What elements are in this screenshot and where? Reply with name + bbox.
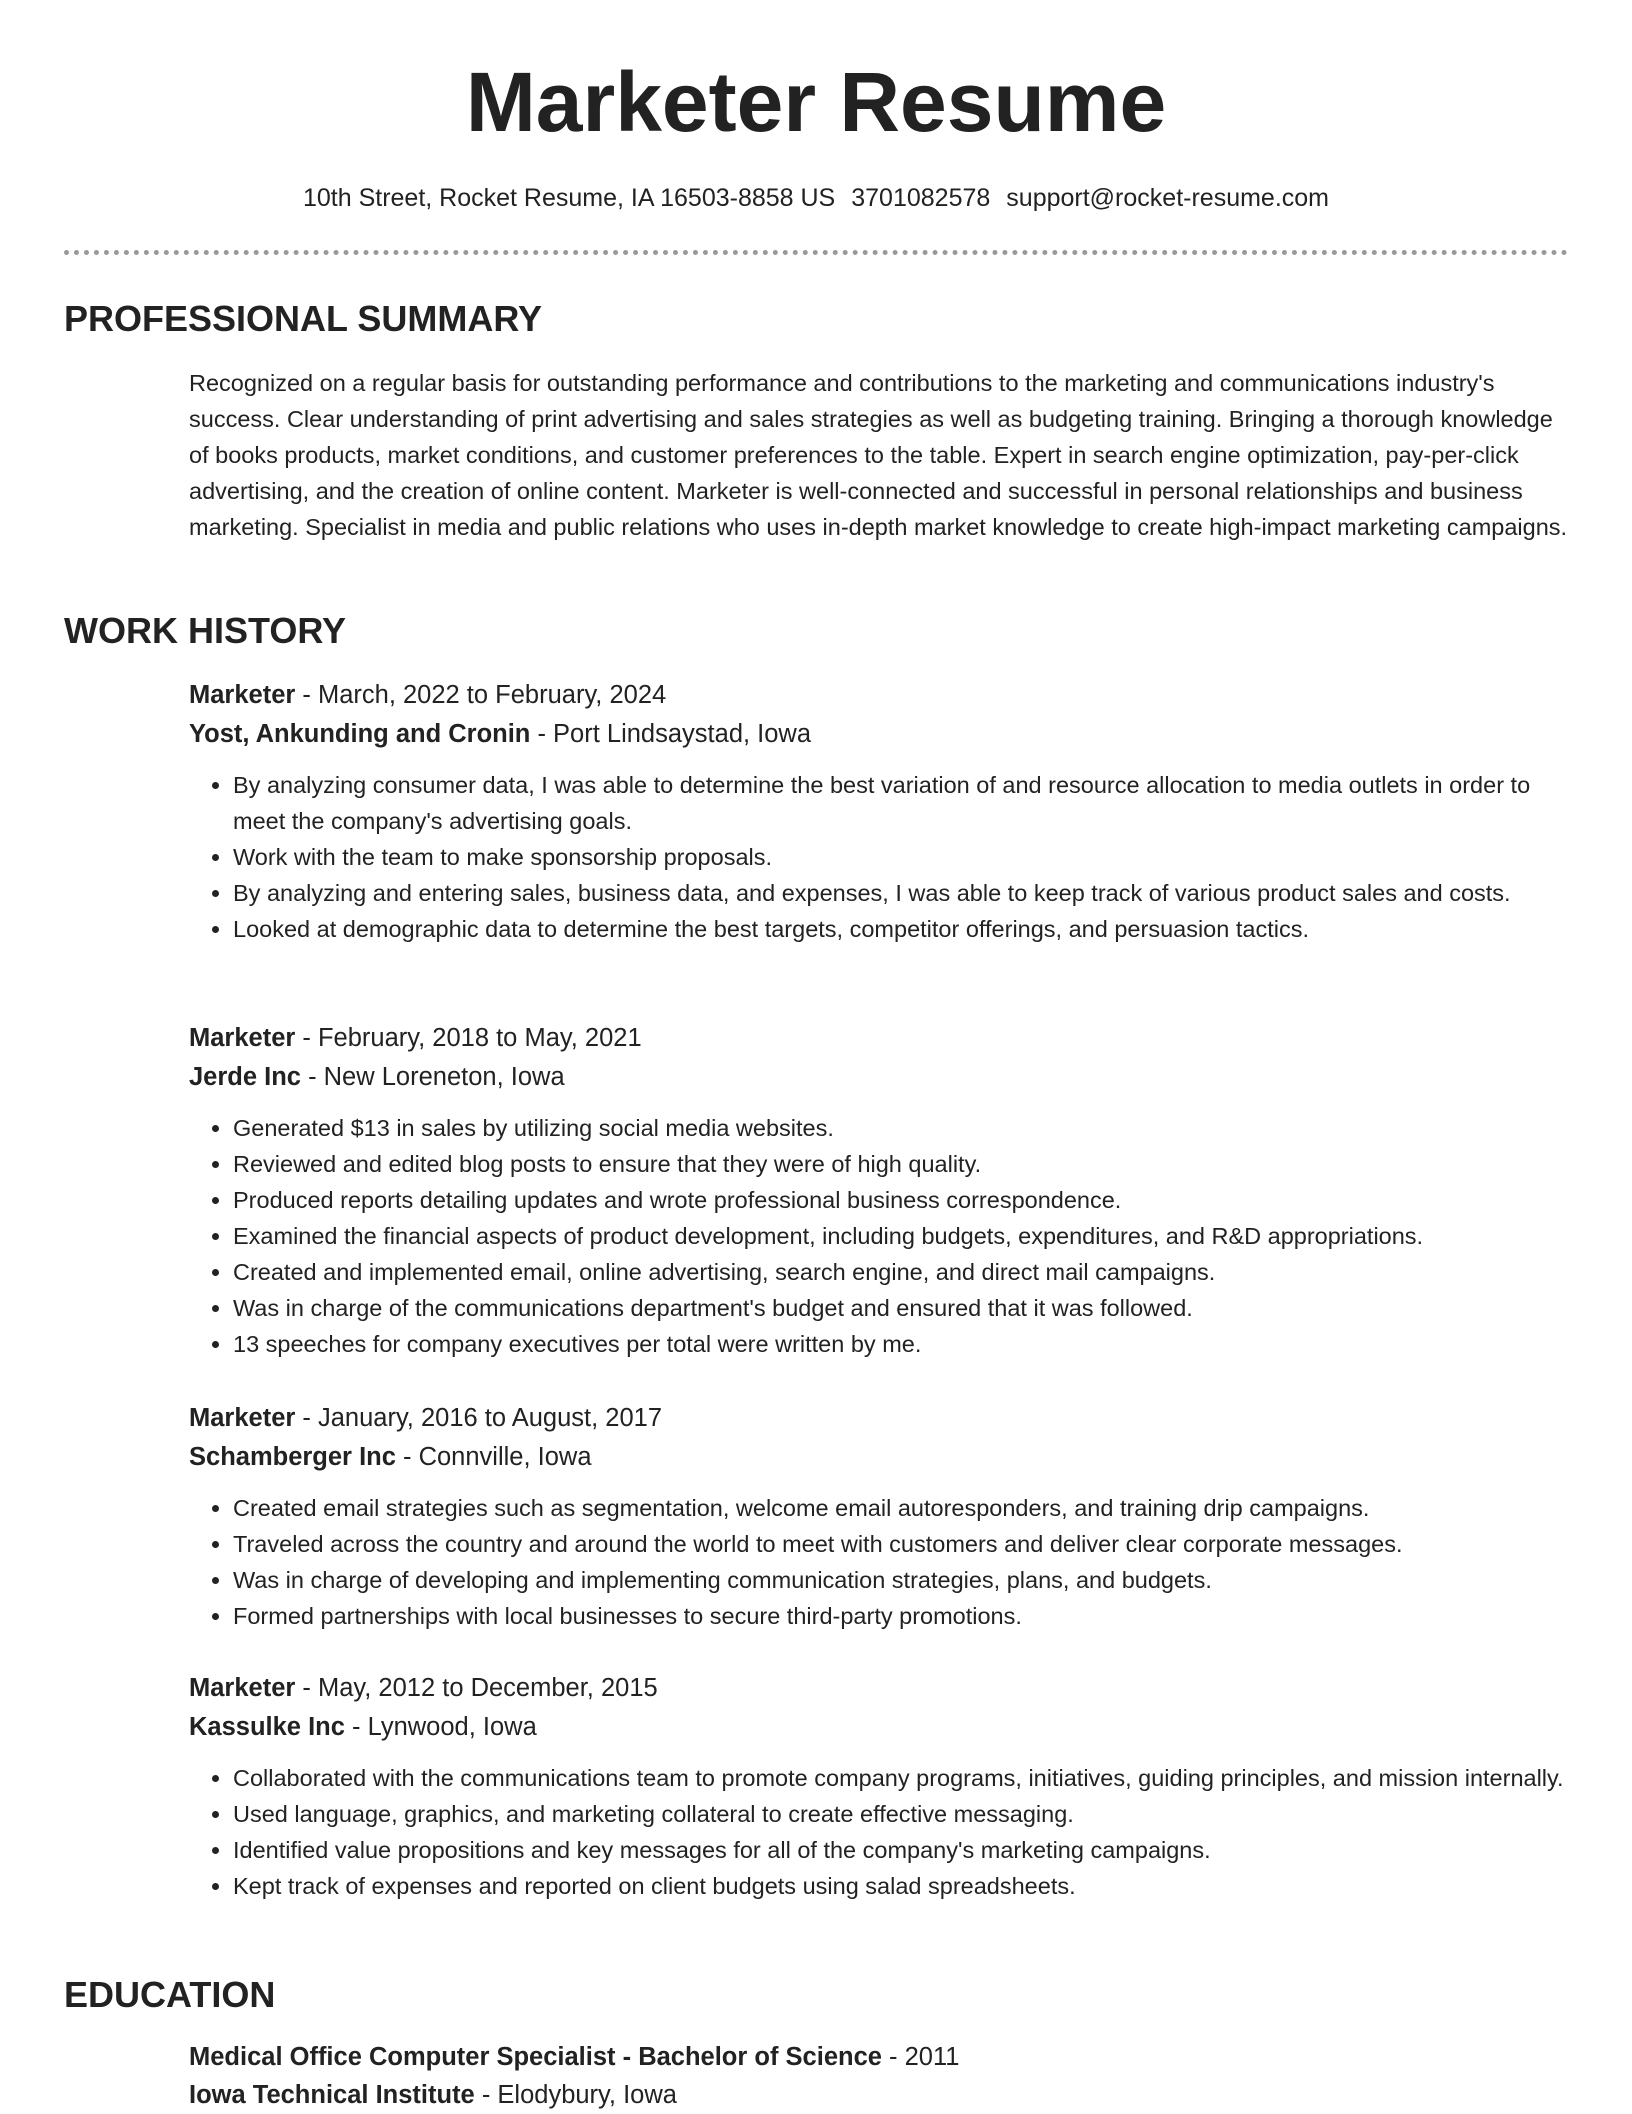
job-entry xyxy=(189,676,1569,947)
job-bullet: • Used language, graphics, and marketing collateral to create effective messaging. xyxy=(233,1796,1569,1832)
job-bullet: • 13 speeches for company executives per total were written by me. xyxy=(233,1326,1569,1362)
job-bullet: • Was in charge of developing and implementing communication strategies, plans, and budgets. xyxy=(233,1562,1569,1598)
job-bullet: • Work with the team to make sponsorship proposals. xyxy=(233,839,1569,875)
education-year: - 2011 xyxy=(881,2043,960,2071)
job-bullet: • Created and implemented email, online advertising, search engine, and direct mail campaigns. xyxy=(233,1254,1569,1290)
job-bullet: • Kept track of expenses and reported on client budgets using salad spreadsheets. xyxy=(233,1868,1569,1904)
resume-title: Marketer Resume xyxy=(465,55,1167,149)
job-company-line xyxy=(189,1438,1569,1476)
education-school-line xyxy=(189,2076,1569,2114)
education-degree-line xyxy=(189,2038,1569,2076)
contact-line xyxy=(0,180,1632,216)
job-bullet: • Was in charge of the communications department's budget and ensured that it was followed. xyxy=(233,1290,1569,1326)
job-bullet: • By analyzing and entering sales, business data, and expenses, I was able to keep track of various product sales and costs. xyxy=(233,875,1569,911)
education-entry xyxy=(189,2038,1569,2114)
job-company: Yost, Ankunding and Cronin xyxy=(189,720,531,748)
job-entry xyxy=(189,1669,1569,1904)
job-title-line xyxy=(189,1399,1569,1437)
job-dates: - March, 2022 to February, 2024 xyxy=(295,681,667,709)
summary-text: Recognized on a regular basis for outstanding performance and contributions to the marketing and communications industry's success. Clear understanding of print advertising and sales strategies as well as budgeting training. Bringing a thorough knowledge of books products, market conditions, and customer preferences to the table. Expert in search engine optimization, pay-per-click advertising, and the creation of online content. Marketer is well-connected and successful in personal relationships and business marketing. Specialist in media and public relations who uses in-depth market knowledge to create high-impact marketing campaigns. xyxy=(189,370,1568,540)
job-bullet: • Collaborated with the communications team to promote company programs, initiatives, guiding principles, and mission internally. xyxy=(233,1760,1569,1796)
job-company-line xyxy=(189,1058,1569,1096)
job-bullet-list xyxy=(189,1110,1569,1362)
job-location: - Connville, Iowa xyxy=(395,1443,592,1471)
job-bullet-list xyxy=(189,1490,1569,1634)
contact-email: support@rocket-resume.com xyxy=(1006,184,1330,212)
job-bullet: • Examined the financial aspects of product development, including budgets, expenditures, and R&D appropriations. xyxy=(233,1218,1569,1254)
job-bullet: • Traveled across the country and around the world to meet with customers and deliver clear corporate messages. xyxy=(233,1526,1569,1562)
education-school: Iowa Technical Institute xyxy=(189,2081,475,2109)
education-degree: Medical Office Computer Specialist - Bachelor of Science xyxy=(189,2043,882,2071)
job-location: - New Loreneton, Iowa xyxy=(300,1063,565,1091)
job-bullet: • Created email strategies such as segmentation, welcome email autoresponders, and training drip campaigns. xyxy=(233,1490,1569,1526)
job-dates: - February, 2018 to May, 2021 xyxy=(295,1024,642,1052)
job-dates: - May, 2012 to December, 2015 xyxy=(295,1674,658,1702)
work-history-heading: WORK HISTORY xyxy=(64,610,347,651)
job-entry xyxy=(189,1019,1569,1362)
summary-heading: PROFESSIONAL SUMMARY xyxy=(64,298,543,339)
job-bullet-list xyxy=(189,1760,1569,1904)
job-location: - Port Lindsaystad, Iowa xyxy=(530,720,812,748)
job-company: Schamberger Inc xyxy=(189,1443,396,1471)
job-title: Marketer xyxy=(189,1404,296,1432)
job-title-line xyxy=(189,676,1569,714)
header-divider xyxy=(64,250,1568,255)
job-bullet: • By analyzing consumer data, I was able to determine the best variation of and resource allocation to media outlets in order to meet the company's advertising goals. xyxy=(233,767,1569,839)
job-title-line xyxy=(189,1669,1569,1707)
job-location: - Lynwood, Iowa xyxy=(344,1713,537,1741)
contact-phone: 3701082578 xyxy=(851,184,991,212)
education-heading: EDUCATION xyxy=(64,1974,276,2015)
job-bullet-list xyxy=(189,767,1569,947)
job-title: Marketer xyxy=(189,1674,296,1702)
job-company: Kassulke Inc xyxy=(189,1713,345,1741)
job-company: Jerde Inc xyxy=(189,1063,301,1091)
job-company-line xyxy=(189,715,1569,753)
job-company-line xyxy=(189,1708,1569,1746)
job-entry xyxy=(189,1399,1569,1634)
job-bullet: • Generated $13 in sales by utilizing social media websites. xyxy=(233,1110,1569,1146)
job-title: Marketer xyxy=(189,681,296,709)
education-location: - Elodybury, Iowa xyxy=(474,2081,677,2109)
job-title: Marketer xyxy=(189,1024,296,1052)
job-bullet: • Produced reports detailing updates and wrote professional business correspondence. xyxy=(233,1182,1569,1218)
job-bullet: • Reviewed and edited blog posts to ensure that they were of high quality. xyxy=(233,1146,1569,1182)
job-title-line xyxy=(189,1019,1569,1057)
contact-address: 10th Street, Rocket Resume, IA 16503-8858 US xyxy=(302,184,836,212)
job-dates: - January, 2016 to August, 2017 xyxy=(295,1404,663,1432)
job-bullet: • Formed partnerships with local businesses to secure third-party promotions. xyxy=(233,1598,1569,1634)
job-bullet: • Identified value propositions and key messages for all of the company's marketing campaigns. xyxy=(233,1832,1569,1868)
job-bullet: • Looked at demographic data to determine the best targets, competitor offerings, and persuasion tactics. xyxy=(233,911,1569,947)
